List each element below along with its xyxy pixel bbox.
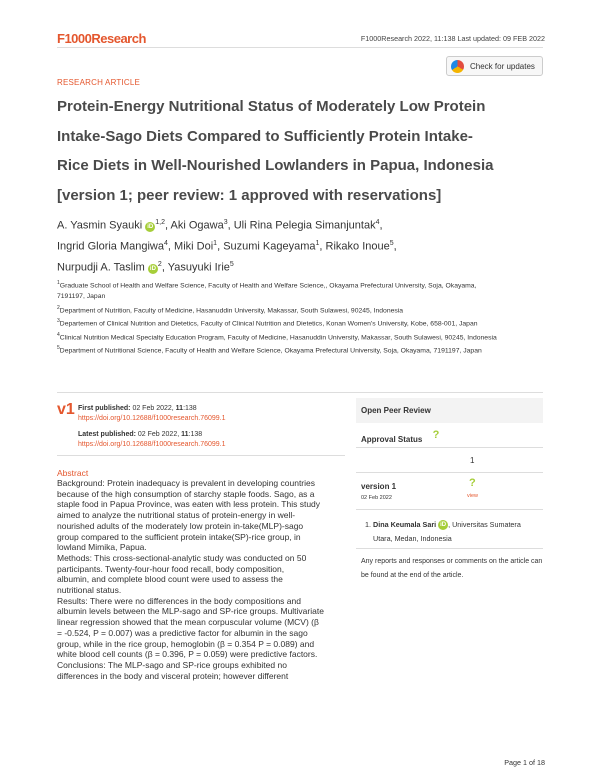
doi-link[interactable]: https://doi.org/10.12688/f1000research.76099.1 <box>78 441 226 448</box>
article-title <box>57 92 547 210</box>
crossmark-icon <box>451 60 464 73</box>
section-divider <box>57 455 345 456</box>
reviewer-col-header: 1 <box>470 456 475 465</box>
affiliation: $^4$Clinical Nutrition Medical Specialty Education Program, Faculty of Medicine, Hasanuddin University, Makassar, South Sulawesi, 90245, Indonesia <box>57 331 497 341</box>
peer-review-title: Open Peer Review <box>361 406 431 415</box>
header-divider <box>57 47 543 48</box>
title-line: [version 1; peer review: 1 approved with reservations] <box>57 186 442 204</box>
author-list: A. Yasmin Syauki iD$^{1,2}$, Aki Ogawa$^3$, Uli Rina Pelegia Simanjuntak$^4$, Ingrid Gloria Mangiwa$^4$, Miki Doi$^1$, Suzumi Kageyama$^1$, Rikako Inoue$^5$, Nurpudji A. Taslim $iD^2$, Yasuyuki Irie$^5$ <box>57 219 397 274</box>
title-line: Protein-Energy Nutritional Status of Moderately Low Protein <box>57 98 486 115</box>
affiliations <box>57 278 497 357</box>
article-type: RESEARCH ARTICLE <box>57 78 141 87</box>
check-updates-button[interactable] <box>446 56 543 76</box>
section-divider <box>57 392 543 393</box>
orcid-icon[interactable]: iD <box>147 223 154 230</box>
check-updates-label: Check for updates <box>470 61 535 71</box>
author-name[interactable]: Suzumi Kageyama <box>223 240 316 253</box>
title-line: Rice Diets in Well-Nourished Lowlanders in Papua, Indonesia <box>57 157 494 174</box>
author-name[interactable]: Rikako Inoue <box>325 240 390 253</box>
citation-header: F1000Research 2022, 11:138 Last updated: 09 FEB 2022 <box>360 34 545 43</box>
question-mark-icon: ? <box>469 477 476 489</box>
author-name[interactable]: Nurpudji A. Taslim <box>57 261 145 274</box>
view-report-link[interactable]: view <box>467 493 479 499</box>
title-line: Intake-Sago Diets Compared to Sufficiently Protein Intake- <box>57 127 473 145</box>
reviewer-name[interactable]: Dina Keumala Sari <box>373 520 437 529</box>
reviewer-entry: 1. Dina Keumala Sari iD , Universitas Sumatera Utara, Medan, Indonesia <box>365 520 521 543</box>
affiliation: $^3$Departemen of Clinical Nutrition and Dietetics, Faculty of Clinical Nutrition and Dietetics, Konan Women's University, Kobe, 658-001, Japan <box>57 318 478 328</box>
abstract-heading: Abstract <box>57 468 89 478</box>
author-name[interactable]: Ingrid Gloria Mangiwa <box>57 240 164 253</box>
abstract-body: Background: Protein inadequacy is prevalent in developing countries because of the high consumption of starchy staple foods. Sago, as a staple food in Papua Province, was eaten with less protein. This study aimed to analyze the nutritional status of protein-energy in well- nourished adults of the moderately low protein in-take(MLP)-sago group compared to the sufficient protein intake(SP)-rice group, in lowland Mimika, Papua. Methods: This cross-sectional-analytic study was conducted on 50 participants. Twenty-four-hour food recall, body composition, albumin, and complete blood count were used to assess the nutritional status. Results: There were no differences in the body compositions and albumin levels between the MLP-sago and SP-rice groups. Multivariate linear regression showed that the mean corpuscular volume (MCV) (β = -0.524, P = 0.007) was a predictive factor for albumin in the sago group, while in the rice group, hemoglobin (β = 0.354 P = 0.089) and white blood cell counts (β = 0.396, P = 0.059) were predictive factors. Conclusions: The MLP-sago and SP-rice groups exhibited no differences in the body and visceral protein; however different <box>57 478 324 681</box>
divider <box>356 447 543 448</box>
question-mark-icon: ? <box>432 429 440 441</box>
version-row-date: 02 Feb 2022 <box>361 495 392 501</box>
f1000-logo: F1000Research <box>57 31 146 46</box>
author-name[interactable]: A. Yasmin Syauki <box>57 219 143 232</box>
page-number: Page 1 of 18 <box>504 758 545 767</box>
author-name[interactable]: Miki Doi <box>174 240 214 253</box>
divider <box>356 509 543 510</box>
affiliation: $^2$Department of Nutrition, Faculty of Medicine, Hasanuddin University, Makassar, South Sulawesi, 90245, Indonesia <box>57 304 404 314</box>
approval-status: Approval Status ? <box>361 429 440 444</box>
version-row-label: version 1 <box>361 482 397 491</box>
divider <box>356 548 543 549</box>
publication-info: First published: 02 Feb 2022, 11:138 https://doi.org/10.12688/f1000research.76099.1 Latest published: 02 Feb 2022, 11:138 https://doi.org/10.12688/f1000research.76099.1 <box>78 405 226 448</box>
affiliation: $^1$Graduate School of Health and Welfare Science, Faculty of Health and Welfare Science,, Okayama Prefectural University, Soja, Okayama, 7191197, Japan <box>57 280 477 301</box>
orcid-icon[interactable]: iD <box>440 522 447 528</box>
affiliation: $^5$Department of Nutritional Science, Faculty of Health and Welfare Science, Okayama Prefectural University, Soja, Okayama, 7191197, Japan <box>57 345 482 355</box>
doi-link[interactable]: https://doi.org/10.12688/f1000research.76099.1 <box>78 415 226 422</box>
author-name[interactable]: Yasuyuki Irie <box>167 261 230 274</box>
author-name[interactable]: Uli Rina Pelegia Simanjuntak <box>233 219 376 232</box>
version-badge: v1 <box>57 401 75 418</box>
author-name[interactable]: Aki Ogawa <box>170 219 224 232</box>
orcid-icon[interactable]: iD <box>149 265 156 272</box>
peer-review-note: Any reports and responses or comments on the article can be found at the end of the article. <box>361 558 543 579</box>
divider <box>356 472 543 473</box>
